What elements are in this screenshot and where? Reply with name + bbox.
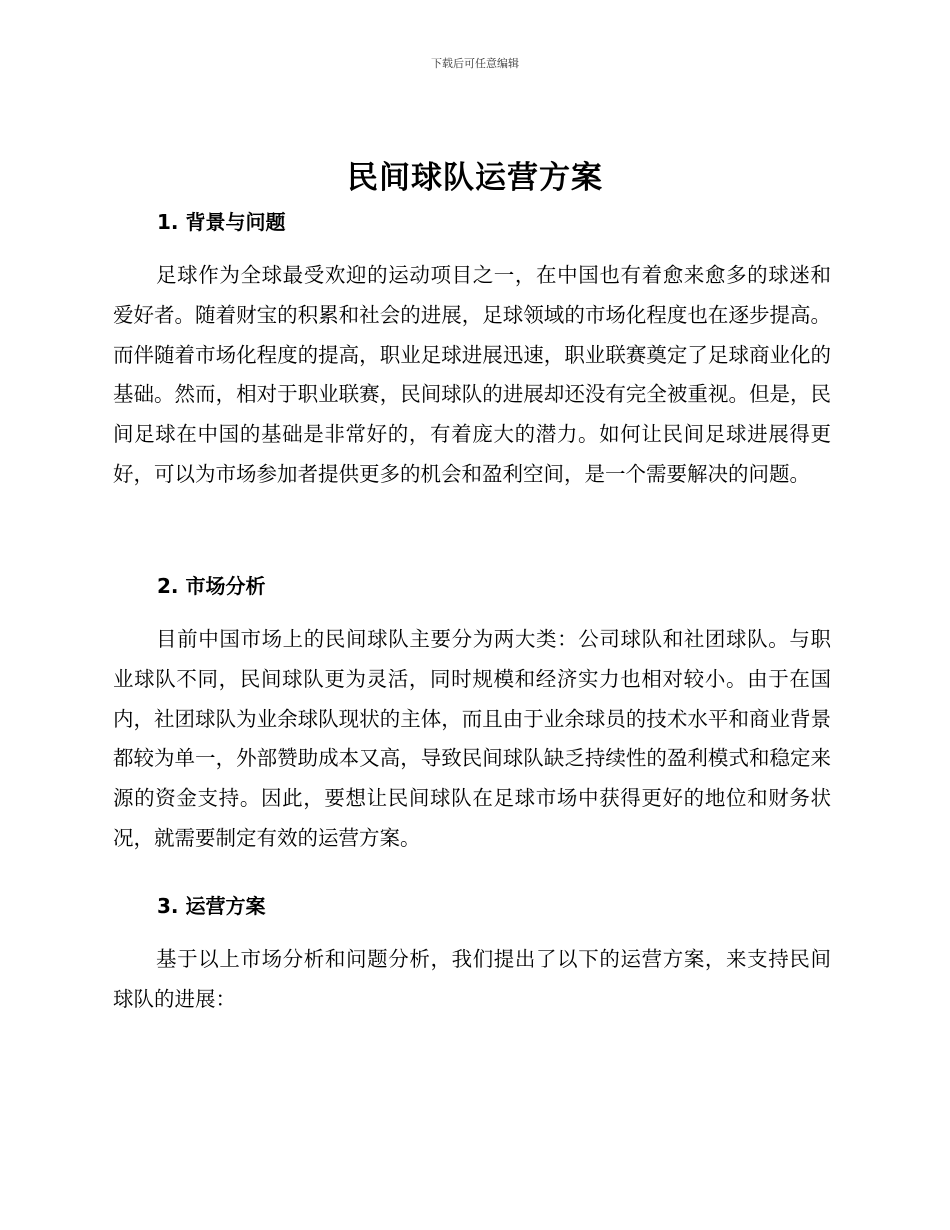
document-title: 民间球队运营方案 [347, 160, 603, 196]
section-paragraph-background: 足球作为全球最受欢迎的运动项目之一，在中国也有着愈来愈多的球迷和爱好者。随着财宝的积累和社会的进展，足球领域的市场化程度也在逐步提高。而伴随着市场化程度的提高，职业足球进展迅速，职业联赛奠定了足球商业化的基础。然而，相对于职业联赛，民间球队的进展却还没有完全被重视。但是，民间足球在中国的基础是非常好的，有着庞大的潜力。如何让民间足球进展得更好，可以为市场参加者提供更多的机会和盈利空间，是一个需要解决的问题。 [113, 263, 831, 486]
header-note: 下载后可任意编辑 [431, 57, 519, 70]
section-paragraph-market-analysis: 目前中国市场上的民间球队主要分为两大类：公司球队和社团球队。与职业球队不同，民间球队更为灵活，同时规模和经济实力也相对较小。由于在国内，社团球队为业余球队现状的主体，而且由于业余球员的技术水平和商业背景都较为单一，外部赞助成本又高，导致民间球队缺乏持续性的盈利模式和稳定来源的资金支持。因此，要想让民间球队在足球市场中获得更好的地位和财务状况，就需要制定有效的运营方案。 [113, 627, 831, 850]
section-heading-market-analysis: 2. 市场分析 [157, 574, 266, 598]
section-paragraph-operation-plan: 基于以上市场分析和问题分析，我们提出了以下的运营方案，来支持民间球队的进展： [113, 947, 831, 1011]
section-heading-operation-plan: 3. 运营方案 [157, 894, 266, 918]
section-heading-background: 1. 背景与问题 [157, 210, 286, 234]
